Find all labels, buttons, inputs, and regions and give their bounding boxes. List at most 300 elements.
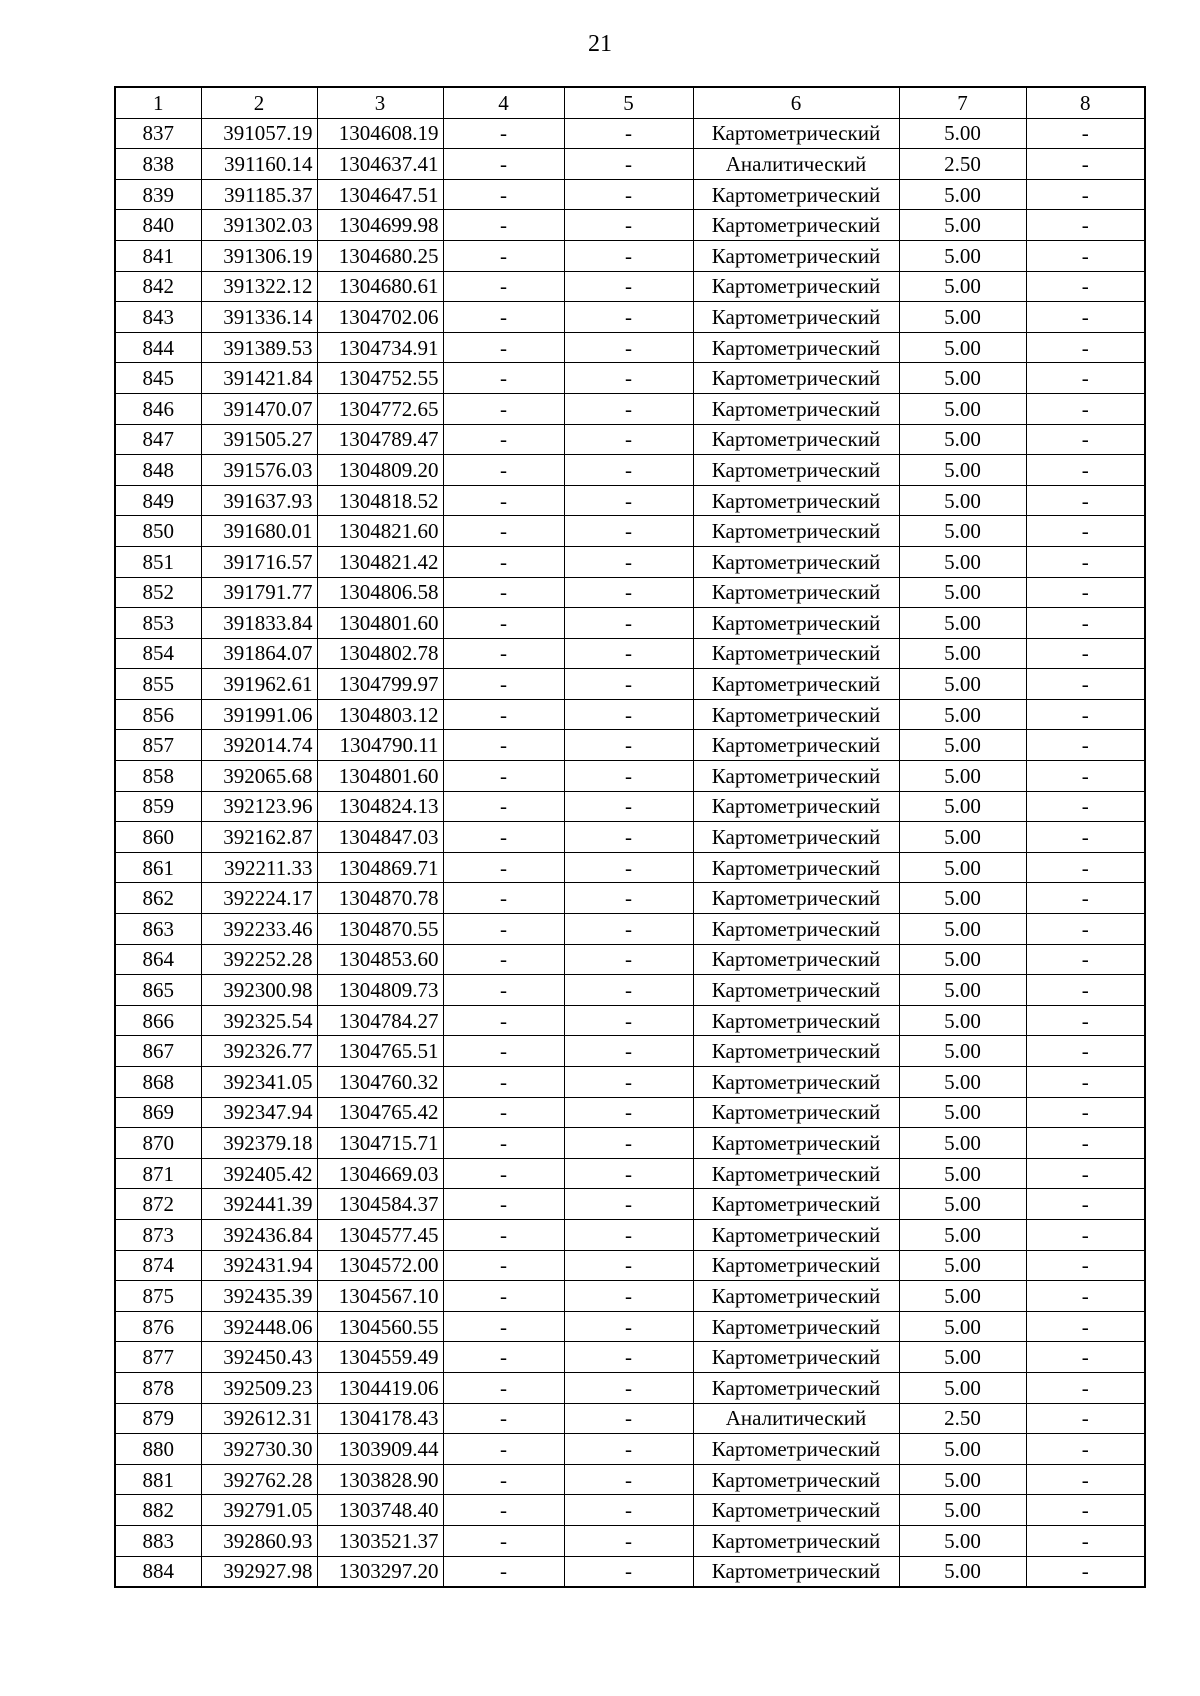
col4-cell: - bbox=[443, 699, 564, 730]
point-number-cell: 843 bbox=[115, 302, 201, 333]
col4-cell: - bbox=[443, 363, 564, 394]
accuracy-cell: 5.00 bbox=[899, 1556, 1026, 1587]
y-coordinate-cell: 1303748.40 bbox=[317, 1495, 443, 1526]
x-coordinate-cell: 392791.05 bbox=[201, 1495, 317, 1526]
col4-cell: - bbox=[443, 883, 564, 914]
x-coordinate-cell: 392325.54 bbox=[201, 1005, 317, 1036]
col5-cell: - bbox=[564, 1128, 693, 1159]
y-coordinate-cell: 1303909.44 bbox=[317, 1434, 443, 1465]
col4-cell: - bbox=[443, 149, 564, 180]
x-coordinate-cell: 392379.18 bbox=[201, 1128, 317, 1159]
y-coordinate-cell: 1303521.37 bbox=[317, 1525, 443, 1556]
col4-cell: - bbox=[443, 1158, 564, 1189]
accuracy-cell: 5.00 bbox=[899, 1495, 1026, 1526]
col4-cell: - bbox=[443, 302, 564, 333]
col4-cell: - bbox=[443, 240, 564, 271]
accuracy-cell: 5.00 bbox=[899, 1342, 1026, 1373]
col5-cell: - bbox=[564, 516, 693, 547]
col8-cell: - bbox=[1026, 393, 1145, 424]
x-coordinate-cell: 392441.39 bbox=[201, 1189, 317, 1220]
point-number-cell: 881 bbox=[115, 1464, 201, 1495]
col5-cell: - bbox=[564, 1525, 693, 1556]
table-row bbox=[115, 1342, 1145, 1373]
x-coordinate-cell: 392065.68 bbox=[201, 761, 317, 792]
point-number-cell: 884 bbox=[115, 1556, 201, 1587]
x-coordinate-cell: 391322.12 bbox=[201, 271, 317, 302]
col5-cell: - bbox=[564, 393, 693, 424]
point-number-cell: 880 bbox=[115, 1434, 201, 1465]
column-header: 2 bbox=[201, 87, 317, 118]
x-coordinate-cell: 391336.14 bbox=[201, 302, 317, 333]
col4-cell: - bbox=[443, 1097, 564, 1128]
col8-cell: - bbox=[1026, 730, 1145, 761]
col5-cell: - bbox=[564, 546, 693, 577]
y-coordinate-cell: 1304567.10 bbox=[317, 1281, 443, 1312]
col5-cell: - bbox=[564, 944, 693, 975]
point-number-cell: 873 bbox=[115, 1219, 201, 1250]
x-coordinate-cell: 392435.39 bbox=[201, 1281, 317, 1312]
col4-cell: - bbox=[443, 1005, 564, 1036]
method-cell: Картометрический bbox=[693, 638, 899, 669]
table-row bbox=[115, 179, 1145, 210]
x-coordinate-cell: 391389.53 bbox=[201, 332, 317, 363]
point-number-cell: 840 bbox=[115, 210, 201, 241]
method-cell: Картометрический bbox=[693, 455, 899, 486]
y-coordinate-cell: 1304802.78 bbox=[317, 638, 443, 669]
y-coordinate-cell: 1304789.47 bbox=[317, 424, 443, 455]
accuracy-cell: 5.00 bbox=[899, 424, 1026, 455]
y-coordinate-cell: 1304577.45 bbox=[317, 1219, 443, 1250]
table-row bbox=[115, 424, 1145, 455]
method-cell: Картометрический bbox=[693, 332, 899, 363]
table-row bbox=[115, 1036, 1145, 1067]
method-cell: Картометрический bbox=[693, 791, 899, 822]
method-cell: Картометрический bbox=[693, 516, 899, 547]
point-number-cell: 844 bbox=[115, 332, 201, 363]
table-row bbox=[115, 975, 1145, 1006]
table-row bbox=[115, 1372, 1145, 1403]
method-cell: Картометрический bbox=[693, 1311, 899, 1342]
method-cell: Картометрический bbox=[693, 944, 899, 975]
point-number-cell: 849 bbox=[115, 485, 201, 516]
col8-cell: - bbox=[1026, 149, 1145, 180]
col4-cell: - bbox=[443, 516, 564, 547]
y-coordinate-cell: 1304853.60 bbox=[317, 944, 443, 975]
y-coordinate-cell: 1304803.12 bbox=[317, 699, 443, 730]
col5-cell: - bbox=[564, 699, 693, 730]
y-coordinate-cell: 1304806.58 bbox=[317, 577, 443, 608]
x-coordinate-cell: 391057.19 bbox=[201, 118, 317, 149]
method-cell: Картометрический bbox=[693, 669, 899, 700]
method-cell: Картометрический bbox=[693, 608, 899, 639]
col4-cell: - bbox=[443, 608, 564, 639]
method-cell: Картометрический bbox=[693, 302, 899, 333]
y-coordinate-cell: 1304765.51 bbox=[317, 1036, 443, 1067]
point-number-cell: 847 bbox=[115, 424, 201, 455]
col5-cell: - bbox=[564, 975, 693, 1006]
x-coordinate-cell: 392431.94 bbox=[201, 1250, 317, 1281]
col4-cell: - bbox=[443, 210, 564, 241]
col8-cell: - bbox=[1026, 271, 1145, 302]
col8-cell: - bbox=[1026, 852, 1145, 883]
col8-cell: - bbox=[1026, 1372, 1145, 1403]
col4-cell: - bbox=[443, 1311, 564, 1342]
method-cell: Картометрический bbox=[693, 118, 899, 149]
col4-cell: - bbox=[443, 485, 564, 516]
point-number-cell: 854 bbox=[115, 638, 201, 669]
accuracy-cell: 5.00 bbox=[899, 118, 1026, 149]
point-number-cell: 869 bbox=[115, 1097, 201, 1128]
method-cell: Картометрический bbox=[693, 883, 899, 914]
y-coordinate-cell: 1304572.00 bbox=[317, 1250, 443, 1281]
method-cell: Картометрический bbox=[693, 1158, 899, 1189]
accuracy-cell: 5.00 bbox=[899, 1005, 1026, 1036]
y-coordinate-cell: 1304647.51 bbox=[317, 179, 443, 210]
method-cell: Картометрический bbox=[693, 393, 899, 424]
col4-cell: - bbox=[443, 1281, 564, 1312]
method-cell: Картометрический bbox=[693, 210, 899, 241]
method-cell: Картометрический bbox=[693, 1556, 899, 1587]
y-coordinate-cell: 1304870.78 bbox=[317, 883, 443, 914]
method-cell: Аналитический bbox=[693, 1403, 899, 1434]
point-number-cell: 859 bbox=[115, 791, 201, 822]
col8-cell: - bbox=[1026, 179, 1145, 210]
method-cell: Картометрический bbox=[693, 1464, 899, 1495]
x-coordinate-cell: 391185.37 bbox=[201, 179, 317, 210]
col4-cell: - bbox=[443, 1342, 564, 1373]
table-row bbox=[115, 730, 1145, 761]
x-coordinate-cell: 392233.46 bbox=[201, 914, 317, 945]
table-row bbox=[115, 516, 1145, 547]
accuracy-cell: 5.00 bbox=[899, 363, 1026, 394]
point-number-cell: 846 bbox=[115, 393, 201, 424]
x-coordinate-cell: 392509.23 bbox=[201, 1372, 317, 1403]
accuracy-cell: 5.00 bbox=[899, 302, 1026, 333]
col5-cell: - bbox=[564, 455, 693, 486]
accuracy-cell: 5.00 bbox=[899, 1128, 1026, 1159]
col4-cell: - bbox=[443, 914, 564, 945]
col5-cell: - bbox=[564, 1403, 693, 1434]
col8-cell: - bbox=[1026, 699, 1145, 730]
x-coordinate-cell: 392300.98 bbox=[201, 975, 317, 1006]
x-coordinate-cell: 391833.84 bbox=[201, 608, 317, 639]
col5-cell: - bbox=[564, 1342, 693, 1373]
col8-cell: - bbox=[1026, 1281, 1145, 1312]
col8-cell: - bbox=[1026, 1219, 1145, 1250]
col5-cell: - bbox=[564, 1219, 693, 1250]
point-number-cell: 845 bbox=[115, 363, 201, 394]
col5-cell: - bbox=[564, 822, 693, 853]
point-number-cell: 872 bbox=[115, 1189, 201, 1220]
method-cell: Картометрический bbox=[693, 699, 899, 730]
accuracy-cell: 5.00 bbox=[899, 210, 1026, 241]
table-row bbox=[115, 1189, 1145, 1220]
col8-cell: - bbox=[1026, 485, 1145, 516]
col4-cell: - bbox=[443, 1403, 564, 1434]
method-cell: Картометрический bbox=[693, 1525, 899, 1556]
col8-cell: - bbox=[1026, 210, 1145, 241]
col5-cell: - bbox=[564, 118, 693, 149]
method-cell: Картометрический bbox=[693, 1250, 899, 1281]
col5-cell: - bbox=[564, 1036, 693, 1067]
col8-cell: - bbox=[1026, 883, 1145, 914]
point-number-cell: 841 bbox=[115, 240, 201, 271]
method-cell: Картометрический bbox=[693, 822, 899, 853]
col5-cell: - bbox=[564, 179, 693, 210]
y-coordinate-cell: 1304715.71 bbox=[317, 1128, 443, 1159]
col8-cell: - bbox=[1026, 1097, 1145, 1128]
col4-cell: - bbox=[443, 179, 564, 210]
point-number-cell: 864 bbox=[115, 944, 201, 975]
col5-cell: - bbox=[564, 914, 693, 945]
method-cell: Аналитический bbox=[693, 149, 899, 180]
column-header: 5 bbox=[564, 87, 693, 118]
table-row bbox=[115, 1005, 1145, 1036]
column-header: 3 bbox=[317, 87, 443, 118]
col4-cell: - bbox=[443, 455, 564, 486]
col5-cell: - bbox=[564, 332, 693, 363]
col8-cell: - bbox=[1026, 975, 1145, 1006]
y-coordinate-cell: 1304560.55 bbox=[317, 1311, 443, 1342]
accuracy-cell: 5.00 bbox=[899, 179, 1026, 210]
col5-cell: - bbox=[564, 1158, 693, 1189]
accuracy-cell: 5.00 bbox=[899, 944, 1026, 975]
method-cell: Картометрический bbox=[693, 1005, 899, 1036]
col8-cell: - bbox=[1026, 822, 1145, 853]
col8-cell: - bbox=[1026, 363, 1145, 394]
col5-cell: - bbox=[564, 638, 693, 669]
accuracy-cell: 5.00 bbox=[899, 1158, 1026, 1189]
x-coordinate-cell: 392252.28 bbox=[201, 944, 317, 975]
column-header: 1 bbox=[115, 87, 201, 118]
col5-cell: - bbox=[564, 730, 693, 761]
col4-cell: - bbox=[443, 1372, 564, 1403]
accuracy-cell: 2.50 bbox=[899, 149, 1026, 180]
point-number-cell: 874 bbox=[115, 1250, 201, 1281]
x-coordinate-cell: 392211.33 bbox=[201, 852, 317, 883]
accuracy-cell: 5.00 bbox=[899, 608, 1026, 639]
col8-cell: - bbox=[1026, 1495, 1145, 1526]
x-coordinate-cell: 391962.61 bbox=[201, 669, 317, 700]
col8-cell: - bbox=[1026, 944, 1145, 975]
method-cell: Картометрический bbox=[693, 1189, 899, 1220]
table-row bbox=[115, 332, 1145, 363]
col4-cell: - bbox=[443, 1128, 564, 1159]
accuracy-cell: 5.00 bbox=[899, 1219, 1026, 1250]
col4-cell: - bbox=[443, 1464, 564, 1495]
col8-cell: - bbox=[1026, 240, 1145, 271]
point-number-cell: 878 bbox=[115, 1372, 201, 1403]
col4-cell: - bbox=[443, 822, 564, 853]
y-coordinate-cell: 1304559.49 bbox=[317, 1342, 443, 1373]
table-row bbox=[115, 1219, 1145, 1250]
x-coordinate-cell: 392730.30 bbox=[201, 1434, 317, 1465]
y-coordinate-cell: 1304765.42 bbox=[317, 1097, 443, 1128]
col5-cell: - bbox=[564, 1311, 693, 1342]
col4-cell: - bbox=[443, 791, 564, 822]
col8-cell: - bbox=[1026, 1403, 1145, 1434]
method-cell: Картометрический bbox=[693, 852, 899, 883]
accuracy-cell: 5.00 bbox=[899, 1067, 1026, 1098]
table-row bbox=[115, 240, 1145, 271]
y-coordinate-cell: 1304734.91 bbox=[317, 332, 443, 363]
table-row bbox=[115, 699, 1145, 730]
col8-cell: - bbox=[1026, 1311, 1145, 1342]
table-row bbox=[115, 1403, 1145, 1434]
point-number-cell: 853 bbox=[115, 608, 201, 639]
col8-cell: - bbox=[1026, 791, 1145, 822]
y-coordinate-cell: 1304702.06 bbox=[317, 302, 443, 333]
table-row bbox=[115, 669, 1145, 700]
y-coordinate-cell: 1304821.60 bbox=[317, 516, 443, 547]
col5-cell: - bbox=[564, 271, 693, 302]
accuracy-cell: 5.00 bbox=[899, 791, 1026, 822]
method-cell: Картометрический bbox=[693, 485, 899, 516]
accuracy-cell: 5.00 bbox=[899, 1036, 1026, 1067]
accuracy-cell: 5.00 bbox=[899, 1189, 1026, 1220]
table-row bbox=[115, 485, 1145, 516]
table-row bbox=[115, 1097, 1145, 1128]
point-number-cell: 851 bbox=[115, 546, 201, 577]
y-coordinate-cell: 1304870.55 bbox=[317, 914, 443, 945]
x-coordinate-cell: 392347.94 bbox=[201, 1097, 317, 1128]
point-number-cell: 848 bbox=[115, 455, 201, 486]
accuracy-cell: 5.00 bbox=[899, 577, 1026, 608]
col5-cell: - bbox=[564, 669, 693, 700]
method-cell: Картометрический bbox=[693, 1097, 899, 1128]
point-number-cell: 850 bbox=[115, 516, 201, 547]
x-coordinate-cell: 391576.03 bbox=[201, 455, 317, 486]
method-cell: Картометрический bbox=[693, 1067, 899, 1098]
x-coordinate-cell: 391421.84 bbox=[201, 363, 317, 394]
point-number-cell: 883 bbox=[115, 1525, 201, 1556]
y-coordinate-cell: 1304824.13 bbox=[317, 791, 443, 822]
col4-cell: - bbox=[443, 1189, 564, 1220]
method-cell: Картометрический bbox=[693, 1281, 899, 1312]
accuracy-cell: 5.00 bbox=[899, 1097, 1026, 1128]
col8-cell: - bbox=[1026, 1434, 1145, 1465]
col5-cell: - bbox=[564, 424, 693, 455]
col8-cell: - bbox=[1026, 1005, 1145, 1036]
table-row bbox=[115, 944, 1145, 975]
table-row bbox=[115, 791, 1145, 822]
y-coordinate-cell: 1304809.73 bbox=[317, 975, 443, 1006]
x-coordinate-cell: 392162.87 bbox=[201, 822, 317, 853]
table-row bbox=[115, 1464, 1145, 1495]
col4-cell: - bbox=[443, 1067, 564, 1098]
col4-cell: - bbox=[443, 332, 564, 363]
table-row bbox=[115, 1556, 1145, 1587]
col5-cell: - bbox=[564, 791, 693, 822]
x-coordinate-cell: 392612.31 bbox=[201, 1403, 317, 1434]
point-number-cell: 842 bbox=[115, 271, 201, 302]
table-row bbox=[115, 1128, 1145, 1159]
x-coordinate-cell: 391637.93 bbox=[201, 485, 317, 516]
col8-cell: - bbox=[1026, 516, 1145, 547]
col5-cell: - bbox=[564, 1464, 693, 1495]
method-cell: Картометрический bbox=[693, 1372, 899, 1403]
col5-cell: - bbox=[564, 761, 693, 792]
coordinates-table bbox=[114, 86, 1146, 1588]
point-number-cell: 871 bbox=[115, 1158, 201, 1189]
accuracy-cell: 5.00 bbox=[899, 761, 1026, 792]
accuracy-cell: 5.00 bbox=[899, 546, 1026, 577]
accuracy-cell: 5.00 bbox=[899, 699, 1026, 730]
col8-cell: - bbox=[1026, 332, 1145, 363]
y-coordinate-cell: 1304799.97 bbox=[317, 669, 443, 700]
y-coordinate-cell: 1304809.20 bbox=[317, 455, 443, 486]
table-row bbox=[115, 1067, 1145, 1098]
table-row bbox=[115, 577, 1145, 608]
y-coordinate-cell: 1304680.25 bbox=[317, 240, 443, 271]
method-cell: Картометрический bbox=[693, 577, 899, 608]
accuracy-cell: 5.00 bbox=[899, 638, 1026, 669]
accuracy-cell: 5.00 bbox=[899, 822, 1026, 853]
col5-cell: - bbox=[564, 1495, 693, 1526]
method-cell: Картометрический bbox=[693, 271, 899, 302]
point-number-cell: 865 bbox=[115, 975, 201, 1006]
col8-cell: - bbox=[1026, 638, 1145, 669]
col8-cell: - bbox=[1026, 455, 1145, 486]
col8-cell: - bbox=[1026, 1250, 1145, 1281]
col8-cell: - bbox=[1026, 118, 1145, 149]
table-body bbox=[115, 118, 1145, 1587]
col4-cell: - bbox=[443, 1036, 564, 1067]
point-number-cell: 870 bbox=[115, 1128, 201, 1159]
col8-cell: - bbox=[1026, 761, 1145, 792]
table-row bbox=[115, 1158, 1145, 1189]
y-coordinate-cell: 1304869.71 bbox=[317, 852, 443, 883]
col5-cell: - bbox=[564, 240, 693, 271]
y-coordinate-cell: 1304699.98 bbox=[317, 210, 443, 241]
accuracy-cell: 5.00 bbox=[899, 271, 1026, 302]
col4-cell: - bbox=[443, 852, 564, 883]
point-number-cell: 875 bbox=[115, 1281, 201, 1312]
method-cell: Картометрический bbox=[693, 363, 899, 394]
y-coordinate-cell: 1304419.06 bbox=[317, 1372, 443, 1403]
col4-cell: - bbox=[443, 761, 564, 792]
method-cell: Картометрический bbox=[693, 975, 899, 1006]
column-header: 7 bbox=[899, 87, 1026, 118]
col5-cell: - bbox=[564, 485, 693, 516]
col4-cell: - bbox=[443, 1250, 564, 1281]
col4-cell: - bbox=[443, 944, 564, 975]
col8-cell: - bbox=[1026, 1525, 1145, 1556]
table-row bbox=[115, 149, 1145, 180]
point-number-cell: 838 bbox=[115, 149, 201, 180]
accuracy-cell: 5.00 bbox=[899, 1281, 1026, 1312]
x-coordinate-cell: 391306.19 bbox=[201, 240, 317, 271]
point-number-cell: 837 bbox=[115, 118, 201, 149]
accuracy-cell: 5.00 bbox=[899, 1311, 1026, 1342]
col4-cell: - bbox=[443, 1219, 564, 1250]
col8-cell: - bbox=[1026, 1342, 1145, 1373]
col4-cell: - bbox=[443, 271, 564, 302]
col5-cell: - bbox=[564, 1434, 693, 1465]
table-row bbox=[115, 608, 1145, 639]
column-header: 4 bbox=[443, 87, 564, 118]
y-coordinate-cell: 1303828.90 bbox=[317, 1464, 443, 1495]
accuracy-cell: 5.00 bbox=[899, 1434, 1026, 1465]
x-coordinate-cell: 391680.01 bbox=[201, 516, 317, 547]
point-number-cell: 879 bbox=[115, 1403, 201, 1434]
accuracy-cell: 5.00 bbox=[899, 1250, 1026, 1281]
table-row bbox=[115, 638, 1145, 669]
table-row bbox=[115, 302, 1145, 333]
col4-cell: - bbox=[443, 730, 564, 761]
col5-cell: - bbox=[564, 1005, 693, 1036]
table-row bbox=[115, 118, 1145, 149]
